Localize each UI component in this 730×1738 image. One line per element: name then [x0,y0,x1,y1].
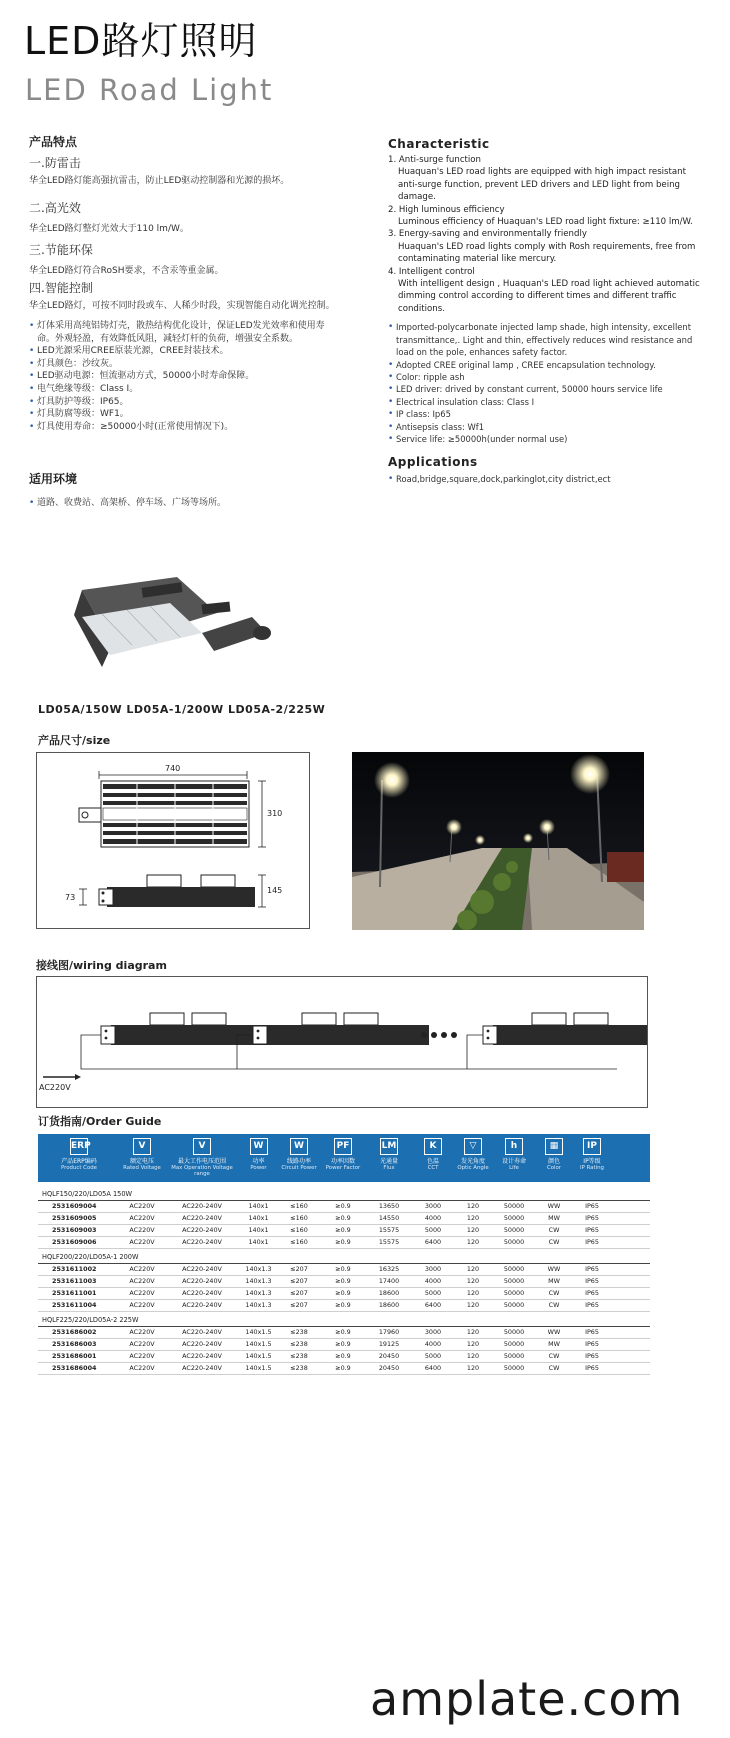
list-item: • LED驱动电源：恒流驱动方式，50000小时寿命保障。 [29,370,339,383]
characteristic-line: anti-surge function, prevent LED drivers and LED light from being damage. [398,179,680,203]
wiring-diagram [36,976,648,1108]
table-cell: 20450 [378,1352,400,1360]
table-cell: 2531609005 [52,1214,97,1222]
table-cell: 120 [466,1301,480,1309]
list-item: • Color: ripple ash [388,371,708,383]
table-cell: AC220-240V [182,1364,222,1372]
column-icon: ERP [70,1138,88,1155]
column-header [413,1134,453,1182]
list-item: • LED driver: drived by constant current, 50000 hours service life [388,383,708,395]
column-icon: PF [334,1138,352,1155]
table-cell: 2531609004 [52,1202,97,1210]
table-cell: IP65 [585,1265,599,1273]
feature-zh-text: 华全LED路灯能高强抗雷击，防止LED驱动控制器和光源的损坏。 [29,176,290,186]
table-cell: 50000 [503,1214,525,1222]
table-cell: ≤238 [290,1352,308,1360]
characteristic-line: With intelligent design , Huaquan's LED road light achieved automatic [398,279,700,290]
table-cell: AC220V [129,1289,155,1297]
table-cell: 4000 [424,1214,442,1222]
column-label-en: Flux [383,1165,395,1171]
table-cell: 120 [466,1214,480,1222]
table-cell: 140x1.3 [245,1277,272,1285]
list-item: • 灯具颜色：沙纹灰。 [29,358,339,371]
table-cell: ≥0.9 [335,1328,351,1336]
column-label-zh: 功率 [252,1158,265,1165]
list-item: • 灯具防腐等级：WF1。 [29,408,339,421]
table-cell: IP65 [585,1202,599,1210]
table-cell: 4000 [424,1277,442,1285]
feature-zh-1 [29,154,359,187]
table-cell: MW [548,1214,560,1222]
table-cell: ≥0.9 [335,1352,351,1360]
dim-pole: 73 [65,893,76,902]
table-cell: ≤238 [290,1364,308,1372]
column-header [240,1134,277,1182]
list-item: • LED光源采用CREE原装光源，CREE封装技术。 [29,345,339,358]
column-label-en: Power [250,1165,267,1171]
table-cell: 50000 [503,1202,525,1210]
applications-list [388,473,718,485]
column-icon: W [250,1138,268,1155]
table-cell: CW [548,1226,560,1234]
table-cell: 5000 [424,1289,442,1297]
table-cell: AC220V [129,1364,155,1372]
table-cell: IP65 [585,1364,599,1372]
column-header [573,1134,611,1182]
feature-zh-title: 一.防雷击 [29,156,81,170]
table-cell: 50000 [503,1265,525,1273]
column-label-en: Max Operation Voltage range [171,1165,233,1177]
list-item: • 电气绝缘等级：Class Ⅰ。 [29,383,339,396]
table-cell: IP65 [585,1238,599,1246]
table-cell: ≥0.9 [335,1214,351,1222]
list-item: • 灯体采用高纯铝铸灯壳，散热结构优化设计，保证LED发光效率和使用寿命。外观轻盈，有效降低风阻，减轻灯杆的负荷，增强安全系数。 [29,320,339,345]
column-icon: h [505,1138,523,1155]
column-label-zh: 额定电压 [129,1158,154,1165]
table-cell: ≤207 [290,1265,308,1273]
applications-heading: Applications [388,455,478,470]
table-cell: 50000 [503,1277,525,1285]
table-cell: 2531609003 [52,1226,97,1234]
table-cell: WW [547,1328,561,1336]
characteristic-item-2 [388,204,718,229]
characteristic-item-3 [388,228,718,265]
table-cell: ≤238 [290,1340,308,1348]
table-cell: AC220V [129,1301,155,1309]
feature-zh-title: 二.高光效 [29,201,81,215]
order-heading: 订货指南/Order Guide [38,1115,162,1128]
dim-width: 740 [165,764,181,773]
table-row [38,1288,650,1300]
table-cell: 5000 [424,1352,442,1360]
table-cell: 120 [466,1202,480,1210]
table-cell: 140x1.5 [245,1340,272,1348]
column-icon: ▽ [464,1138,482,1155]
page-title-en: LED Road Light [25,73,274,107]
table-cell: IP65 [585,1340,599,1348]
characteristic-line: Huaquan's LED road lights are equipped with high impact resistant [398,167,686,178]
table-cell: 120 [466,1265,480,1273]
table-cell: ≥0.9 [335,1226,351,1234]
table-cell: 120 [466,1328,480,1336]
table-cell: IP65 [585,1301,599,1309]
table-cell: 3000 [424,1328,442,1336]
table-cell: 2531611003 [52,1277,97,1285]
column-label-en: Color [546,1165,562,1171]
table-cell: 140x1 [248,1202,269,1210]
characteristic-line: contaminating material like mercury. [398,254,557,265]
table-cell: 14550 [378,1214,400,1222]
dim-depth: 145 [267,886,283,895]
table-cell: 140x1.5 [245,1328,272,1336]
table-cell: IP65 [585,1328,599,1336]
characteristic-en [388,137,718,486]
table-cell: 50000 [503,1226,525,1234]
table-cell: ≤207 [290,1277,308,1285]
table-cell: CW [548,1301,560,1309]
characteristic-line: dimming control according to different times and different traffic conditions. [398,291,677,314]
column-label-en: Circuit Power [281,1165,317,1171]
table-cell: ≤160 [290,1226,308,1234]
table-cell: IP65 [585,1352,599,1360]
size-drawing [36,752,310,929]
table-cell: AC220V [129,1352,155,1360]
table-cell: 2531686004 [52,1364,97,1372]
table-cell: 120 [466,1364,480,1372]
feature-zh-title: 三.节能环保 [29,243,93,257]
table-cell: 18600 [378,1289,400,1297]
table-cell: 20450 [378,1364,400,1372]
table-cell: 2531609006 [52,1238,97,1246]
table-cell: 2531611004 [52,1301,97,1309]
table-cell: CW [548,1352,560,1360]
table-cell: 50000 [503,1352,525,1360]
table-cell: ≥0.9 [335,1340,351,1348]
table-cell: 140x1.5 [245,1352,272,1360]
column-label-zh: 色温 [426,1158,439,1165]
table-row [38,1300,650,1312]
table-row [38,1326,650,1339]
column-label-zh: 功率因数 [330,1158,355,1165]
table-cell: 50000 [503,1289,525,1297]
characteristic-title: 2. High luminous efficiency [388,204,505,215]
column-icon: IP [583,1138,601,1155]
table-cell: AC220-240V [182,1277,222,1285]
characteristic-list [388,321,708,445]
product-image [52,575,277,690]
table-cell: 2531686001 [52,1352,97,1360]
order-guide-body [38,1188,650,1375]
column-label-zh: IP等级 [583,1158,601,1165]
table-cell: 50000 [503,1364,525,1372]
table-cell: 15575 [378,1226,400,1234]
table-cell: AC220-240V [182,1301,222,1309]
feature-zh-text: 华全LED路灯，可按不同时段或车、人稀少时段，实现智能自动化调光控制。 [29,301,335,311]
order-group-title: HQLF150/220/LD05A 150W [42,1190,133,1198]
table-cell: 50000 [503,1238,525,1246]
table-cell: 140x1 [248,1226,269,1234]
column-header [535,1134,573,1182]
environment-zh [29,470,349,510]
table-cell: ≤160 [290,1202,308,1210]
characteristic-line: Huaquan's LED road lights comply with Rosh requirements, free from [398,241,696,252]
list-item: • 道路、收费站、高架桥、停车场、广场等场所。 [29,497,349,510]
table-cell: WW [547,1265,561,1273]
table-cell: CW [548,1364,560,1372]
table-cell: ≤238 [290,1328,308,1336]
list-item: • Service life: ≥50000h(under normal use) [388,433,708,445]
column-header [164,1134,240,1182]
table-row [38,1213,650,1225]
table-cell: AC220V [129,1238,155,1246]
model-names: LD05A/150W LD05A-1/200W LD05A-2/225W [38,703,326,716]
table-cell: 120 [466,1226,480,1234]
order-guide-header [38,1134,650,1182]
column-header [453,1134,493,1182]
table-cell: 120 [466,1289,480,1297]
column-label-en: Product Code [61,1165,97,1171]
watermark-text: amplate.com [370,1672,684,1726]
table-cell: AC220-240V [182,1202,222,1210]
column-label-en: Life [509,1165,519,1171]
table-row [38,1225,650,1237]
column-label-zh: 设计寿命 [501,1158,526,1165]
table-cell: AC220-240V [182,1352,222,1360]
table-cell: IP65 [585,1289,599,1297]
table-cell: ≥0.9 [335,1238,351,1246]
column-header [365,1134,413,1182]
table-cell: 19125 [378,1340,400,1348]
feature-zh-3 [29,241,359,277]
table-cell: CW [548,1289,560,1297]
column-icon: K [424,1138,442,1155]
column-label-zh: 发光角度 [460,1158,485,1165]
table-row [38,1263,650,1276]
column-label-zh: 颜色 [547,1158,560,1165]
characteristic-item-1 [388,154,718,204]
table-cell: 120 [466,1352,480,1360]
table-cell: 120 [466,1340,480,1348]
list-item: • 灯具防护等级：IP65。 [29,396,339,409]
table-cell: ≤207 [290,1301,308,1309]
characteristic-heading: Characteristic [388,137,490,151]
column-icon: V [193,1138,211,1155]
table-cell: AC220-240V [182,1340,222,1348]
table-cell: 15575 [378,1238,400,1246]
size-heading: 产品尺寸/size [38,734,111,747]
characteristic-title: 4. Intelligent control [388,266,475,277]
environment-heading: 适用环境 [29,472,78,486]
table-row [38,1351,650,1363]
table-cell: ≥0.9 [335,1301,351,1309]
table-cell: 6400 [424,1238,442,1246]
order-guide-table [38,1134,650,1375]
table-cell: 13650 [378,1202,400,1210]
list-item: • Electrical insulation class: Class Ⅰ [388,396,708,408]
table-cell: AC220V [129,1202,155,1210]
features-zh-list [29,320,339,433]
table-cell: AC220-240V [182,1214,222,1222]
list-item: • IP class: Ip65 [388,408,708,420]
table-cell: 3000 [424,1202,442,1210]
column-label-en: CCT [427,1165,439,1171]
list-item: • 灯具使用寿命：≥50000小时(正常使用情况下)。 [29,421,339,434]
characteristic-item-4 [388,266,718,316]
table-row [38,1237,650,1249]
table-cell: AC220V [129,1340,155,1348]
table-cell: 17960 [378,1328,400,1336]
table-cell: IP65 [585,1277,599,1285]
features-zh [29,133,359,433]
table-cell: AC220-240V [182,1289,222,1297]
list-item: • Adopted CREE original lamp , CREE encapsulation technology. [388,359,708,371]
table-row [38,1363,650,1375]
table-cell: AC220V [129,1226,155,1234]
table-cell: 50000 [503,1328,525,1336]
table-cell: ≥0.9 [335,1289,351,1297]
table-cell: ≥0.9 [335,1364,351,1372]
characteristic-line: Luminous efficiency of Huaquan's LED road light fixture: ≥110 lm/W. [398,217,693,228]
table-cell: 6400 [424,1301,442,1309]
table-cell: 18600 [378,1301,400,1309]
table-cell: AC220V [129,1214,155,1222]
order-group-title: HQLF225/220/LD05A-2 225W [42,1316,139,1324]
table-cell: 3000 [424,1265,442,1273]
table-cell: 2531611002 [52,1265,97,1273]
table-row [38,1200,650,1213]
column-header [277,1134,321,1182]
list-item: • Antisepsis class: Wf1 [388,421,708,433]
order-group-title: HQLF200/220/LD05A-1 200W [42,1253,139,1261]
table-cell: IP65 [585,1226,599,1234]
feature-zh-title: 四.智能控制 [29,281,93,295]
wiring-voltage-label: AC220V [39,1083,71,1092]
table-cell: ≤160 [290,1214,308,1222]
table-cell: AC220-240V [182,1238,222,1246]
column-label-zh: 最大工作电压范围 [177,1158,226,1165]
table-cell: ≤207 [290,1289,308,1297]
table-cell: 16325 [378,1265,400,1273]
table-cell: 120 [466,1238,480,1246]
column-header [120,1134,164,1182]
feature-zh-4 [29,279,359,312]
table-cell: ≤160 [290,1238,308,1246]
table-cell: ≥0.9 [335,1265,351,1273]
column-label-en: Power Factor [325,1165,361,1171]
table-cell: 140x1 [248,1238,269,1246]
table-cell: 50000 [503,1301,525,1309]
table-cell: CW [548,1238,560,1246]
table-cell: 50000 [503,1340,525,1348]
feature-zh-text: 华全LED路灯整灯光效大于110 lm/W。 [29,224,189,234]
characteristic-title: 3. Energy-saving and environmentally friendly [388,229,587,240]
table-cell: ≥0.9 [335,1277,351,1285]
column-icon: V [133,1138,151,1155]
table-cell: IP65 [585,1214,599,1222]
feature-zh-text: 华全LED路灯符合RoSH要求，不含汞等重金属。 [29,266,224,276]
table-cell: 140x1.3 [245,1289,272,1297]
wiring-heading: 接线图/wiring diagram [36,959,167,972]
table-cell: 5000 [424,1226,442,1234]
feature-zh-2 [29,199,359,235]
table-cell: AC220-240V [182,1226,222,1234]
table-cell: AC220-240V [182,1328,222,1336]
features-zh-heading: 产品特点 [29,135,78,149]
column-label-en: IP Rating [580,1165,604,1171]
list-item: • Imported-polycarbonate injected lamp shade, high intensity, excellent transmittance,. Light and thin, effectively reduces wind resistance and load on the pole, enhances safety factor. [388,321,708,358]
table-cell: MW [548,1340,560,1348]
table-cell: 120 [466,1277,480,1285]
table-cell: AC220V [129,1328,155,1336]
table-cell: ≥0.9 [335,1202,351,1210]
table-cell: 140x1.3 [245,1265,272,1273]
table-cell: AC220-240V [182,1265,222,1273]
table-cell: 2531686003 [52,1340,97,1348]
table-cell: 140x1.5 [245,1364,272,1372]
column-header [321,1134,365,1182]
column-label-zh: 线路功率 [286,1158,311,1165]
road-photo [352,752,644,930]
column-label-zh: 产品ERP编码 [61,1158,97,1165]
table-cell: 140x1 [248,1214,269,1222]
page-title-zh: LED路灯照明 [24,19,258,63]
column-icon: W [290,1138,308,1155]
table-cell: 140x1.3 [245,1301,272,1309]
column-label-zh: 光通量 [379,1158,398,1165]
table-cell: 4000 [424,1340,442,1348]
column-label-en: Rated Voltage [123,1165,161,1171]
table-cell: 17400 [378,1277,400,1285]
table-row [38,1276,650,1288]
table-cell: 2531611001 [52,1289,97,1297]
table-row [38,1339,650,1351]
column-icon: ▦ [545,1138,563,1155]
dim-height: 310 [267,809,283,818]
column-icon: LM [380,1138,398,1155]
table-cell: MW [548,1277,560,1285]
column-header [38,1134,120,1182]
table-cell: 6400 [424,1364,442,1372]
table-cell: WW [547,1202,561,1210]
table-cell: AC220V [129,1277,155,1285]
table-cell: 2531686002 [52,1328,97,1336]
environment-list [29,497,349,510]
table-cell: AC220V [129,1265,155,1273]
list-item: • Road,bridge,square,dock,parkinglot,city district,ect [388,473,718,485]
column-label-en: Optic Angle [457,1165,489,1171]
characteristic-title: 1. Anti-surge function [388,155,481,165]
column-header [493,1134,535,1182]
